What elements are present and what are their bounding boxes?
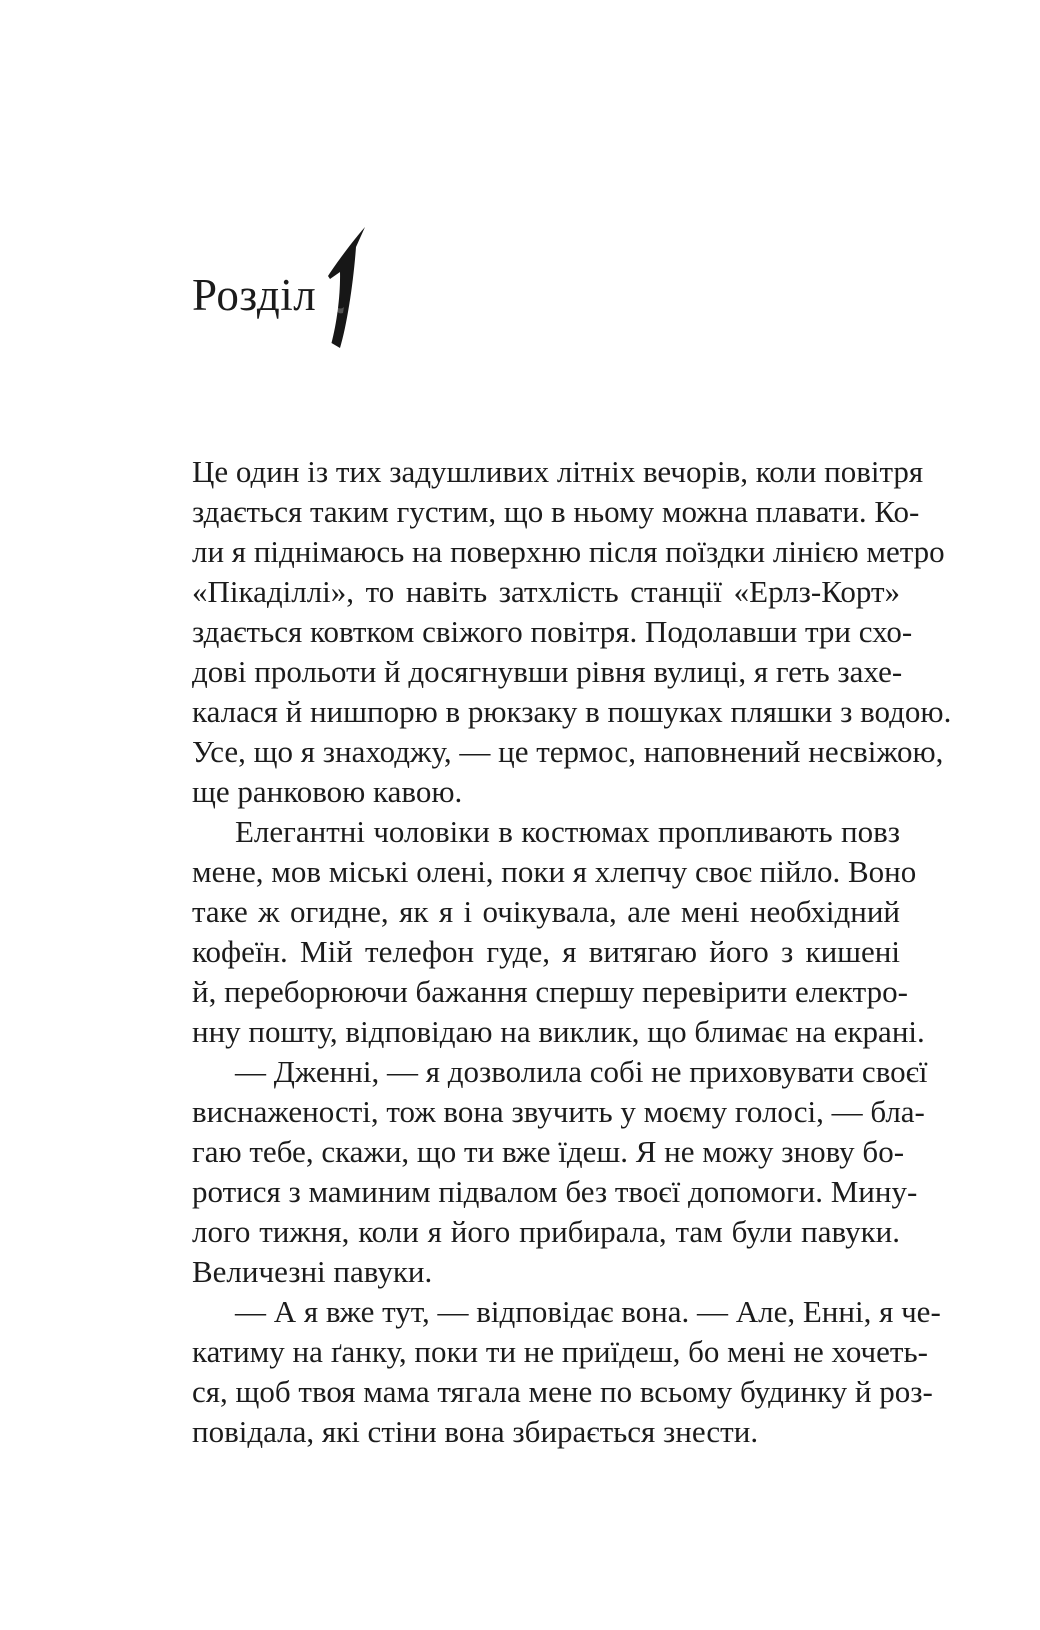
text-line: Усе, що я знаходжу, — це термос, наповнений несвіжою, [192, 734, 944, 769]
text-line: ще ранковою кавою. [192, 774, 463, 809]
chapter-number-numeral [327, 227, 371, 348]
text-line: Елегантні чоловіки в костюмах пропливають повз [235, 814, 900, 849]
text-line: Це один із тих задушливих літніх вечорів, коли повітря [192, 454, 924, 489]
text-line: ли я піднімаюсь на поверхню після поїздки лінією метро [192, 534, 945, 569]
text-line: катиму на ґанку, поки ти не приїдеш, бо мені не хочеть- [192, 1334, 928, 1369]
text-line: гаю тебе, скажи, що ти вже їдеш. Я не можу знову бо- [192, 1134, 905, 1169]
text-line: — Дженні, — я дозволила собі не приховувати своєї [235, 1054, 928, 1089]
text-line: Величезні павуки. [192, 1254, 433, 1289]
text-line: виснаженості, тож вона звучить у моєму голосі, — бла- [192, 1094, 925, 1129]
text-line: ротися з маминим підвалом без твоєї допомоги. Мину- [192, 1174, 918, 1209]
text-line: — А я вже тут, — відповідає вона. — Але, Енні, я че- [235, 1294, 941, 1329]
text-line: повідала, які стіни вона збирається знести. [192, 1414, 759, 1449]
text-line: й, переборюючи бажання спершу перевірити електро- [192, 974, 908, 1009]
text-line: «Пікаділлі», то навіть затхлість станції «Ерлз-Корт» [192, 574, 900, 609]
text-line: калася й нишпорю в рюкзаку в пошуках пляшки з водою. [192, 694, 952, 729]
text-line: мене, мов міські олені, поки я хлепчу своє пійло. Воно [192, 854, 917, 889]
text-line: здається ковтком свіжого повітря. Подолавши три схо- [192, 614, 913, 649]
chapter-label: Розділ [192, 270, 317, 320]
brush-numeral-one-icon [327, 227, 371, 348]
text-line: таке ж огидне, як я і очікувала, але мені необхідний [192, 894, 900, 929]
chapter-heading [192, 270, 317, 320]
text-line: здається таким густим, що в ньому можна плавати. Ко- [192, 494, 920, 529]
text-line: дові прольоти й досягнувши рівня вулиці, я геть захе- [192, 654, 903, 689]
text-line: кофеїн. Мій телефон гуде, я витягаю його з кишені [192, 934, 900, 969]
chapter-body-text [192, 452, 952, 1452]
text-line: ся, щоб твоя мама тягала мене по всьому будинку й роз- [192, 1374, 933, 1409]
text-line: лого тижня, коли я його прибирала, там були павуки. [192, 1214, 900, 1249]
text-line: нну пошту, відповідаю на виклик, що блимає на екрані. [192, 1014, 925, 1049]
